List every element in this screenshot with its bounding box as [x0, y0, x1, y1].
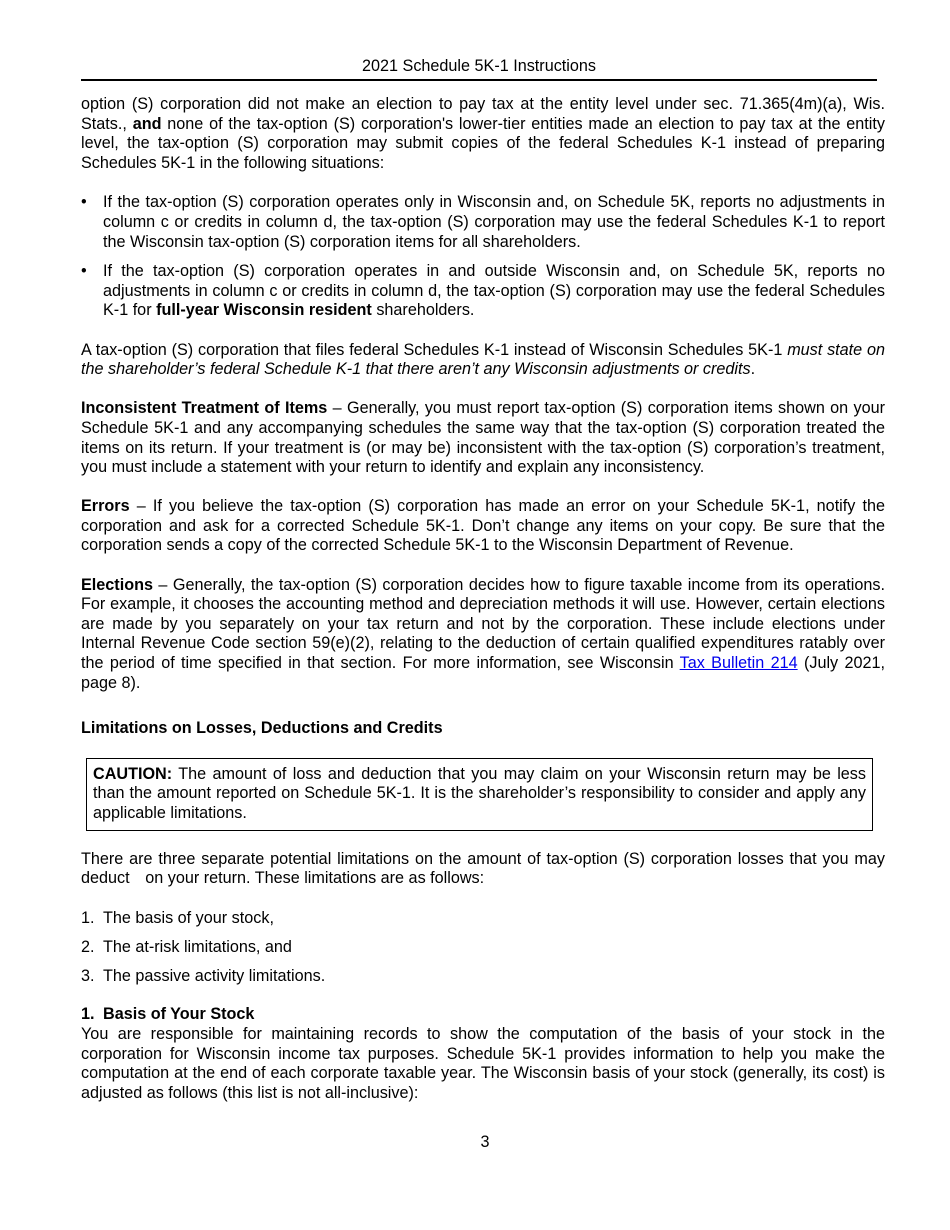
errors-paragraph: [81, 497, 885, 556]
limitations-intro: There are three separate potential limitations on the amount of tax-option (S) corporation losses that you may deductᅠon your return. These limitations are as follows:: [81, 849, 885, 888]
intro-and-bold: and: [132, 114, 162, 133]
item-number: 3.: [81, 966, 95, 985]
caution-box: [86, 758, 873, 831]
limitation-item: [81, 909, 885, 929]
federal-text-italic: must state on the shareholder’s federal Schedule K-1 that there aren’t any Wisconsin adjustments or credits: [81, 340, 885, 379]
bullet-icon: •: [81, 193, 87, 212]
inconsistent-title: Inconsistent Treatment of Items: [81, 399, 328, 418]
situation-text-2a: If the tax-option (S) corporation operates in and outside Wisconsin and, on Schedule 5K, reports no adjustments in column c or credits in column d, the tax-option (S) corporation may use the federal Schedules K-1 for: [103, 262, 885, 320]
item-number: 2.: [81, 937, 95, 956]
header-title: 2021 Schedule 5K-1 Instructions: [362, 57, 596, 75]
bullet-icon: •: [81, 262, 87, 281]
basis-heading: [81, 1005, 885, 1025]
intro-text-1: option (S) corporation did not make an election to pay tax at the entity level under sec. 71.365(4m)(a), Wis. Stats.,: [81, 95, 885, 133]
situation-text-1: If the tax-option (S) corporation operates only in Wisconsin and, on Schedule 5K, reports no adjustments in column c or credits in column d, the tax-option (S) corporation may use the federal Schedules K-1 to report the Wisconsin tax-option (S) corporation items for all shareholders.: [103, 193, 885, 251]
basis-title: Basis of Your Stock: [103, 1005, 255, 1024]
situation-text-2c: shareholders.: [371, 301, 475, 320]
item-number: 1.: [81, 908, 95, 927]
item-text: The passive activity limitations.: [103, 966, 326, 985]
situation-item-1: [81, 193, 885, 252]
limitation-item: [81, 938, 885, 958]
tax-bulletin-link[interactable]: Tax Bulletin 214: [679, 654, 798, 673]
page-content: [81, 95, 885, 1103]
item-text: The at-risk limitations, and: [103, 937, 292, 956]
elections-tail: (July 2021, page 8).: [81, 654, 885, 692]
federal-k1-paragraph: [81, 341, 885, 380]
situation-item-2: [81, 262, 885, 321]
limitations-heading: Limitations on Losses, Deductions and Credits: [81, 719, 443, 738]
situation-text-2-bold: full-year Wisconsin resident: [156, 301, 372, 320]
inconsistent-body: – Generally, you must report tax-option (S) corporation items shown on your Schedule 5K-1 and any accompanying schedules the same way that the tax-option (S) corporation treated the items on its return. If your treatment is (or may be) inconsistent with the tax-option (S) corporation’s treatment, you must include a statement with your return to identify and explain any inconsistency.: [81, 399, 886, 477]
federal-text-1: A tax-option (S) corporation that files federal Schedules K-1 instead of Wisconsin Schedules 5K-1: [81, 340, 788, 359]
limitations-list: [81, 909, 885, 987]
page-number: 3: [480, 1133, 490, 1151]
intro-paragraph: [81, 95, 885, 173]
item-text: The basis of your stock,: [103, 908, 274, 927]
situations-list: [81, 193, 885, 321]
caution-label: CAUTION:: [93, 764, 173, 783]
inconsistent-treatment-paragraph: [81, 399, 885, 477]
basis-number: 1.: [81, 1005, 95, 1024]
elections-body: – Generally, the tax-option (S) corporation decides how to figure taxable income from its operations. For example, it chooses the accounting method and depreciation methods it will use. However, certain elections are made by you separately on your tax return and not by the corporation. These include elections under Internal Revenue Code section 59(e)(2), relating to the deduction of certain qualified expenditures ratably over the period of time specified in that section. For more information, see Wisconsin: [81, 575, 885, 673]
elections-paragraph: [81, 576, 885, 694]
basis-paragraph: You are responsible for maintaining records to show the computation of the basis of your stock in the corporation for Wisconsin income tax purposes. Schedule 5K-1 provides information to help you make the computation at the end of each corporate taxable year. The Wisconsin basis of your stock (generally, its cost) is adjusted as follows (this list is not all-inclusive):: [81, 1024, 885, 1102]
federal-text-3: .: [750, 360, 756, 379]
elections-title: Elections: [81, 575, 153, 594]
page-header: [81, 56, 877, 81]
caution-text: The amount of loss and deduction that you may claim on your Wisconsin return may be less than the amount reported on Schedule 5K-1. It is the shareholder’s responsibility to consider and apply any applicable limitations.: [93, 764, 866, 822]
errors-title: Errors: [81, 497, 130, 516]
errors-body: – If you believe the tax-option (S) corporation has made an error on your Schedule 5K-1, notify the corporation and ask for a corrected Schedule 5K-1. Don’t change any items on your copy. Be sure that the corporation sends a copy of the corrected Schedule 5K-1 to the Wisconsin Department of Revenue.: [81, 497, 885, 555]
limitation-item: [81, 967, 885, 987]
intro-text-2: none of the tax-option (S) corporation's lower-tier entities made an election to pay tax at the entity level, the tax-option (S) corporation may submit copies of the federal Schedules K-1 instead of preparing Schedules 5K-1 in the following situations:: [81, 114, 885, 172]
